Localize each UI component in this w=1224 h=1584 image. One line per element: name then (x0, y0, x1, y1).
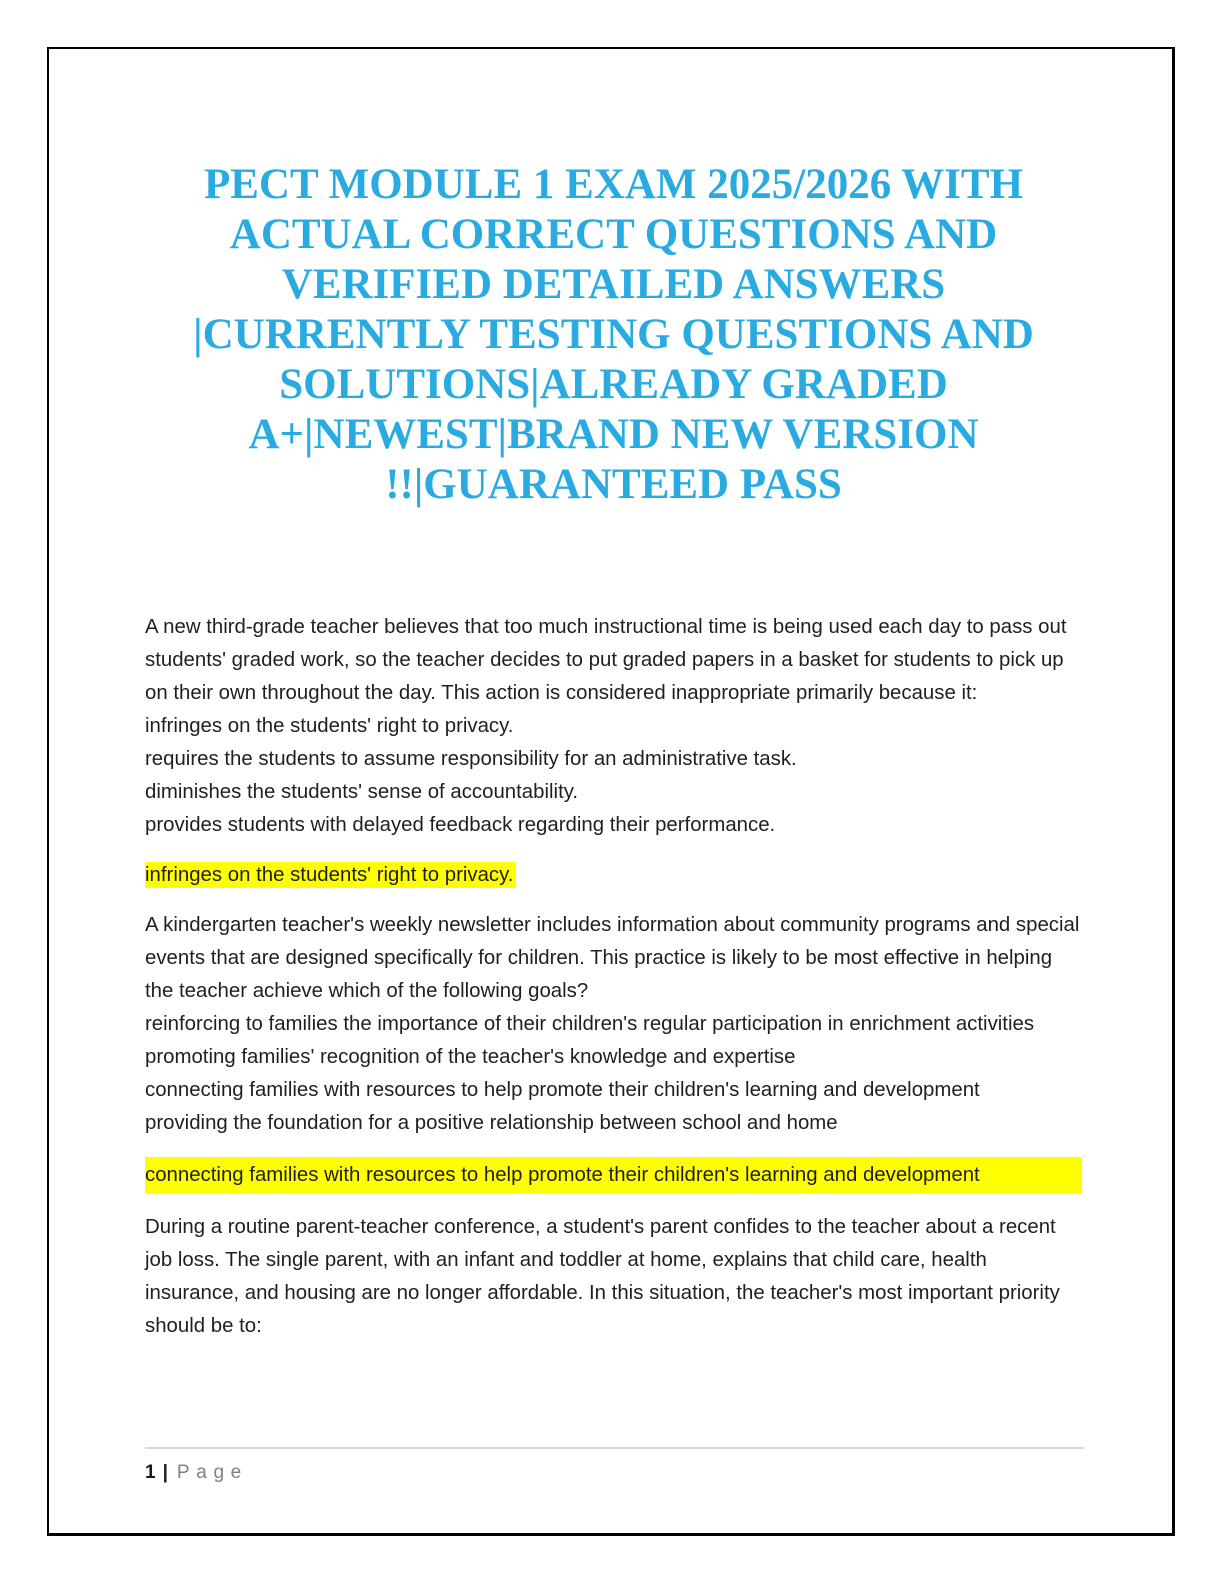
title-line-1: PECT MODULE 1 EXAM 2025/2026 WITH (203, 161, 1024, 208)
question-2-option-4: providing the foundation for a positive relationship between school and home (145, 1112, 838, 1134)
title-line-2: ACTUAL CORRECT QUESTIONS AND (229, 211, 998, 258)
title-line-6: A+|NEWEST|BRAND NEW VERSION (248, 411, 979, 458)
footer-separator: | (162, 1462, 168, 1483)
question-block-2 (145, 909, 1082, 1140)
document-title (145, 160, 1082, 510)
question-1-option-4: provides students with delayed feedback regarding their performance. (145, 814, 776, 836)
question-2-option-2: promoting families' recognition of the teacher's knowledge and expertise (145, 1046, 796, 1068)
question-1-option-1: infringes on the students' right to privacy. (145, 715, 514, 737)
question-3-text: During a routine parent-teacher conference, a student's parent confides to the teacher about a recent job loss. The single parent, with an infant and toddler at home, explains that child care, health insurance, and housing are no longer affordable. In this situation, the teacher's most important priority should be to: (145, 1216, 1060, 1337)
title-line-4: |CURRENTLY TESTING QUESTIONS AND (193, 311, 1034, 358)
question-2-option-3: connecting families with resources to help promote their children's learning and development (145, 1079, 980, 1101)
highlighted-answer-text: connecting families with resources to help promote their children's learning and development (145, 1157, 1082, 1194)
question-1-option-2: requires the students to assume responsibility for an administrative task. (145, 748, 797, 770)
title-line-7: !!|GUARANTEED PASS (385, 461, 842, 508)
footer-divider (145, 1447, 1084, 1449)
footer-text (145, 1461, 1084, 1485)
question-1-option-3: diminishes the students' sense of accountability. (145, 781, 579, 803)
title-line-5: SOLUTIONS|ALREADY GRADED (279, 361, 948, 408)
page-footer (145, 1447, 1084, 1485)
question-2-answer-highlight (145, 1157, 1082, 1194)
question-1-text: A new third-grade teacher believes that too much instructional time is being used each day to pass out students' graded work, so the teacher decides to put graded papers in a basket for students to pick up on their own throughout the day. This action is considered inappropriate primarily because it: (145, 616, 1067, 704)
footer-page-number: 1 (145, 1462, 156, 1483)
question-block-3 (145, 1211, 1082, 1343)
question-block-1 (145, 611, 1082, 842)
highlighted-answer-text: infringes on the students' right to privacy. (145, 862, 516, 888)
question-2-option-1: reinforcing to families the importance of their children's regular participation in enrichment activities (145, 1013, 1035, 1035)
document-body (145, 611, 1082, 1360)
question-1-answer-highlight (145, 859, 1082, 892)
footer-page-label: Page (176, 1462, 248, 1483)
title-line-3: VERIFIED DETAILED ANSWERS (281, 261, 946, 308)
question-2-text: A kindergarten teacher's weekly newsletter includes information about community programs and special events that are designed specifically for children. This practice is likely to be most effective in helping the teacher achieve which of the following goals? (145, 914, 1080, 1002)
